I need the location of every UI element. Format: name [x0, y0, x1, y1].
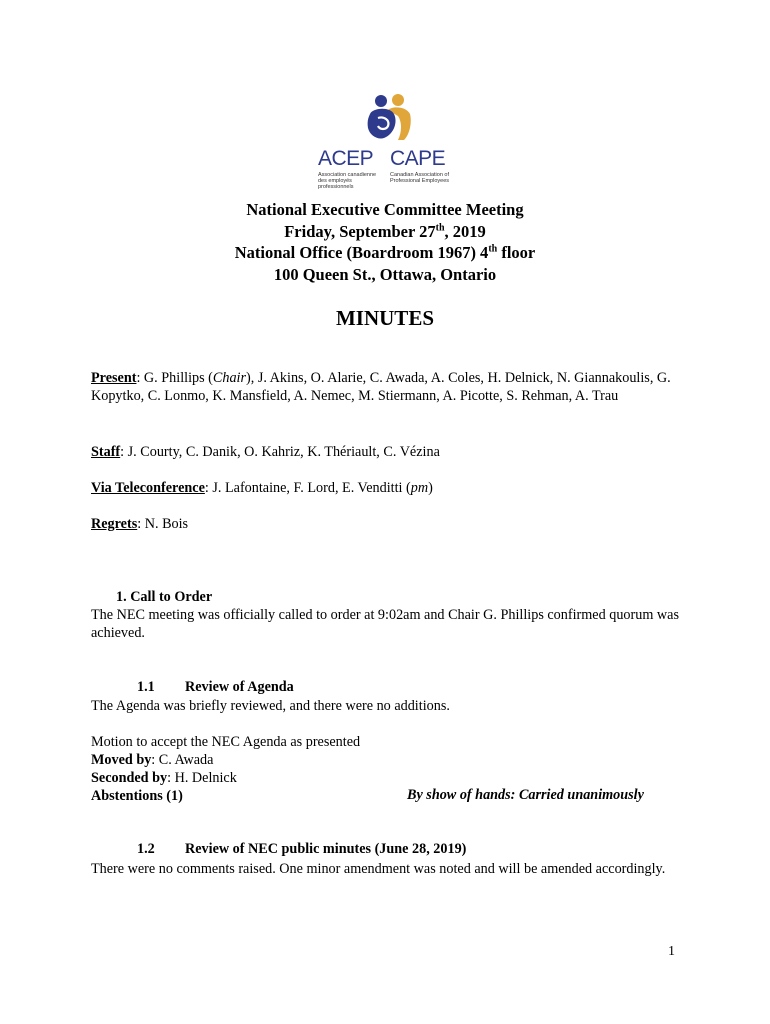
acep-cape-logo [314, 92, 458, 188]
logo-english-name: Canadian Association of Professional Employees [390, 172, 450, 184]
moved-by: Moved by: C. Awada [91, 752, 214, 768]
section-1-2-title: Review of NEC public minutes (June 28, 2019) [185, 841, 467, 857]
header-line-4: 100 Queen St., Ottawa, Ontario [273, 264, 497, 284]
section-1-1-body: The Agenda was briefly reviewed, and there were no additions. [91, 698, 450, 714]
regrets-paragraph: Regrets: N. Bois [91, 516, 189, 532]
meeting-header [0, 199, 770, 285]
section-1-1-title: Review of Agenda [185, 679, 294, 695]
header-line-3: National Office (Boardroom 1967) 4th floor [234, 243, 536, 262]
vote-result: By show of hands: Carried unanimously [407, 787, 644, 803]
present-paragraph: Present: G. Phillips (Chair), J. Akins, O. Alarie, C. Awada, A. Coles, H. Delnick, N. Giannakoulis, G. Kopytko, C. Lonmo, K. Mansfield, A. Nemec, M. Stiermann, A. Picotte, S. Rehman, A. Trau [91, 370, 671, 404]
abstentions: Abstentions (1) [91, 788, 183, 804]
motion-text: Motion to accept the NEC Agenda as presented [91, 734, 361, 750]
section-1-heading: 1. Call to Order [116, 589, 213, 605]
section-1-1-number: 1.1 [137, 679, 155, 695]
people-logo-icon [364, 92, 416, 142]
section-1-2-number: 1.2 [137, 841, 155, 857]
staff-paragraph: Staff: J. Courty, C. Danik, O. Kahriz, K. Thériault, C. Vézina [91, 444, 440, 460]
teleconference-paragraph: Via Teleconference: J. Lafontaine, F. Lord, E. Venditti (pm) [91, 480, 433, 496]
header-line-1: National Executive Committee Meeting [246, 200, 524, 219]
logo-french-name: Association canadienne des employés professionnels [318, 172, 377, 190]
header-line-2: Friday, September 27th, 2019 [284, 221, 486, 241]
section-1-2-body: There were no comments raised. One minor amendment was noted and will be amended accordingly. [91, 861, 666, 877]
logo-cape-text: CAPE [390, 147, 446, 170]
page-title: MINUTES [335, 306, 435, 330]
logo-acep-text: ACEP [318, 147, 374, 170]
section-1-body: The NEC meeting was officially called to order at 9:02am and Chair G. Phillips confirmed quorum was achieved. [91, 607, 679, 641]
page-number: 1 [668, 944, 675, 959]
seconded-by: Seconded by: H. Delnick [91, 770, 237, 786]
